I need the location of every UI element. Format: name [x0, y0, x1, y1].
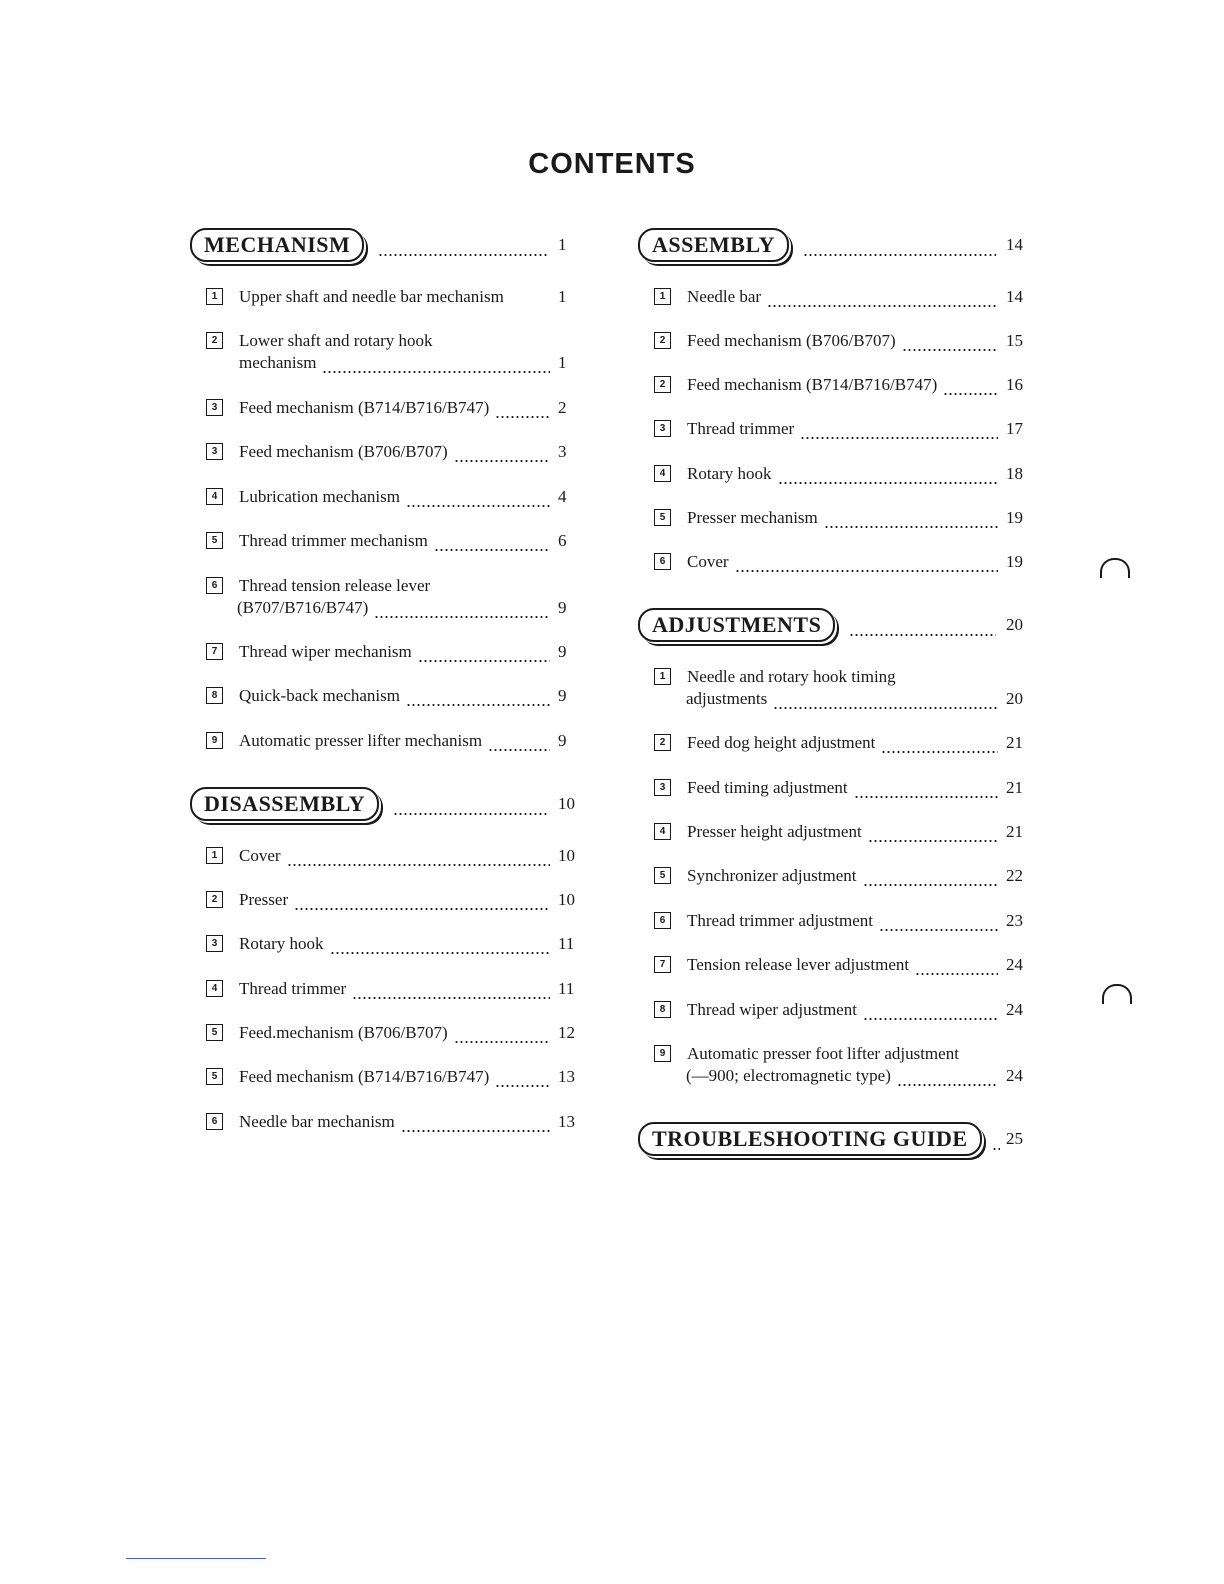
leader-dots — [401, 1130, 550, 1132]
item-number: 7 — [654, 956, 671, 973]
page-number: 24 — [1006, 1000, 1023, 1019]
item-number: 1 — [654, 668, 671, 685]
page-number: 11 — [558, 934, 575, 953]
item-number: 7 — [206, 643, 223, 660]
item-number: 4 — [206, 980, 223, 997]
item-number: 8 — [206, 687, 223, 704]
item-number: 5 — [654, 867, 671, 884]
leader-dots — [854, 796, 998, 798]
entry-title: Thread trimmer — [687, 419, 795, 438]
item-number: 9 — [206, 732, 223, 749]
item-number: 3 — [654, 420, 671, 437]
toc-entry[interactable] — [206, 1065, 592, 1087]
toc-entry[interactable] — [654, 550, 1040, 572]
leader-dots — [863, 1018, 998, 1020]
toc-entry[interactable] — [654, 373, 1040, 395]
item-number: 3 — [206, 935, 223, 952]
leader-dots — [868, 840, 998, 842]
entry-title-cont: adjustments — [686, 689, 768, 708]
leader-dots — [378, 254, 548, 256]
item-number: 5 — [206, 1068, 223, 1085]
leader-dots — [767, 305, 998, 307]
section-assembly[interactable] — [638, 228, 1040, 262]
leader-dots — [943, 393, 998, 395]
toc-entry[interactable] — [654, 998, 1040, 1020]
page-number: 1 — [558, 353, 567, 372]
entry-title: Cover — [239, 846, 281, 865]
leader-dots — [322, 371, 550, 373]
toc-entry[interactable] — [654, 417, 1040, 439]
page-number: 1 — [558, 235, 567, 254]
leader-dots — [454, 460, 550, 462]
item-number: 8 — [654, 1001, 671, 1018]
page-number: 21 — [1006, 778, 1023, 797]
leader-dots — [294, 908, 550, 910]
page-number: 2 — [558, 398, 567, 417]
leader-dots — [495, 1085, 550, 1087]
page-number: 16 — [1006, 375, 1023, 394]
entry-title-cont: (B707/B716/B747) — [237, 598, 369, 617]
entry-title: Presser height adjustment — [687, 822, 862, 841]
entry-title: Presser — [239, 890, 289, 909]
toc-entry[interactable] — [206, 640, 592, 662]
leader-dots — [902, 349, 998, 351]
page-number: 20 — [1006, 689, 1023, 708]
page-number: 10 — [558, 890, 575, 909]
entry-title-cont: mechanism — [239, 353, 317, 372]
page-number: 22 — [1006, 866, 1023, 885]
leader-dots — [849, 634, 996, 636]
entry-title: Feed mechanism (B714/B716/B747) — [239, 1067, 490, 1086]
entry-title: Thread trimmer — [239, 979, 347, 998]
page-number: 18 — [1006, 464, 1023, 483]
entry-title: Rotary hook — [687, 464, 772, 483]
leader-dots — [879, 929, 998, 931]
item-number: 3 — [654, 779, 671, 796]
entry-title: Needle bar mechanism — [239, 1112, 395, 1131]
page-number: 13 — [558, 1112, 575, 1131]
item-number: 5 — [206, 532, 223, 549]
entry-title: Thread tension release lever — [239, 576, 431, 595]
page-number: 12 — [558, 1023, 575, 1042]
toc-entry[interactable] — [654, 665, 1040, 709]
page-number: 25 — [1006, 1129, 1023, 1148]
leader-dots — [374, 616, 550, 618]
item-number: 2 — [654, 332, 671, 349]
entry-title: Feed mechanism (B706/B707) — [239, 442, 448, 461]
item-number: 3 — [206, 443, 223, 460]
toc-entry[interactable] — [206, 844, 592, 866]
entry-title: Feed mechanism (B706/B707) — [687, 331, 896, 350]
section-disassembly[interactable] — [190, 787, 592, 821]
section-troubleshooting[interactable] — [638, 1122, 1040, 1156]
leader-dots — [992, 1148, 1000, 1150]
page-number: 24 — [1006, 1066, 1023, 1085]
toc-entry[interactable] — [206, 396, 592, 418]
page-number: 9 — [558, 642, 567, 661]
item-number: 6 — [654, 912, 671, 929]
toc-entry[interactable] — [654, 820, 1040, 842]
item-number: 6 — [206, 1113, 223, 1130]
page-number: 19 — [1006, 552, 1023, 571]
entry-title: Lubrication mechanism — [239, 487, 400, 506]
entry-title: Lower shaft and rotary hook — [239, 331, 433, 350]
toc-entry[interactable] — [654, 776, 1040, 798]
page-number: 21 — [1006, 733, 1023, 752]
item-number: 1 — [206, 288, 223, 305]
toc-entry[interactable] — [206, 1110, 592, 1132]
toc-entry[interactable] — [654, 909, 1040, 931]
leader-dots — [778, 482, 998, 484]
toc-entry[interactable] — [654, 731, 1040, 753]
entry-title: Tension release lever adjustment — [687, 955, 910, 974]
item-number: 5 — [654, 509, 671, 526]
toc-entry[interactable] — [206, 977, 592, 999]
page-number: 23 — [1006, 911, 1023, 930]
page-number: 11 — [558, 979, 575, 998]
leader-dots — [800, 437, 998, 439]
toc-entry[interactable] — [206, 329, 592, 373]
leader-dots — [434, 549, 550, 551]
leader-dots — [735, 570, 998, 572]
item-number: 6 — [206, 577, 223, 594]
item-number: 1 — [206, 847, 223, 864]
leader-dots — [418, 660, 550, 662]
page-number: 10 — [558, 846, 575, 865]
toc-entry[interactable] — [206, 729, 592, 751]
page-number: 9 — [558, 686, 567, 705]
toc-entry[interactable] — [206, 932, 592, 954]
binder-hole-mark — [1102, 984, 1132, 1004]
item-number: 9 — [654, 1045, 671, 1062]
page-number: 14 — [1006, 287, 1023, 306]
leader-dots — [454, 1041, 550, 1043]
entry-title: Rotary hook — [239, 934, 324, 953]
entry-title: Automatic presser foot lifter adjustment — [687, 1044, 959, 1063]
toc-entry[interactable] — [654, 462, 1040, 484]
page-number: 21 — [1006, 822, 1023, 841]
entry-title: Needle bar — [687, 287, 762, 306]
item-number: 2 — [206, 332, 223, 349]
entry-title: Needle and rotary hook timing — [687, 667, 896, 686]
entry-title-cont: (—900; electromagnetic type) — [686, 1066, 891, 1085]
page-title: CONTENTS — [528, 148, 696, 180]
entry-title: Cover — [687, 552, 729, 571]
item-number: 2 — [654, 734, 671, 751]
section-mechanism[interactable] — [190, 228, 592, 262]
page-number: 9 — [558, 731, 567, 750]
entry-title: Automatic presser lifter mechanism — [239, 731, 483, 750]
entry-title: Quick-back mechanism — [239, 686, 400, 705]
entry-title: Upper shaft and needle bar mechanism — [239, 287, 504, 306]
leader-dots — [393, 813, 548, 815]
page-number: 6 — [558, 531, 567, 550]
page-number: 4 — [558, 487, 567, 506]
leader-dots — [406, 505, 550, 507]
footer-rule — [126, 1558, 266, 1559]
section-label: ADJUSTMENTS — [638, 608, 835, 642]
item-number: 4 — [654, 465, 671, 482]
leader-dots — [773, 707, 998, 709]
item-number: 6 — [654, 553, 671, 570]
entry-title: Feed dog height adjustment — [687, 733, 876, 752]
entry-title: Thread wiper adjustment — [687, 1000, 857, 1019]
item-number: 1 — [654, 288, 671, 305]
leader-dots — [881, 751, 998, 753]
toc-entry[interactable] — [206, 285, 592, 307]
entry-title: Synchronizer adjustment — [687, 866, 857, 885]
leader-dots — [803, 254, 996, 256]
section-label: ASSEMBLY — [638, 228, 789, 262]
page-number: 19 — [1006, 508, 1023, 527]
item-number: 3 — [206, 399, 223, 416]
leader-dots — [488, 749, 550, 751]
page-number: 3 — [558, 442, 567, 461]
leader-dots — [287, 864, 550, 866]
leader-dots — [495, 416, 550, 418]
page-number: 13 — [558, 1067, 575, 1086]
item-number: 2 — [654, 376, 671, 393]
leader-dots — [352, 997, 550, 999]
leader-dots — [863, 884, 999, 886]
toc-entry[interactable] — [206, 574, 592, 618]
section-label: TROUBLESHOOTING GUIDE — [638, 1122, 982, 1156]
leader-dots — [897, 1084, 998, 1086]
section-label: MECHANISM — [190, 228, 364, 262]
leader-dots — [824, 526, 998, 528]
toc-entry[interactable] — [654, 285, 1040, 307]
entry-title: Thread trimmer adjustment — [687, 911, 873, 930]
page-number: 15 — [1006, 331, 1023, 350]
item-number: 4 — [654, 823, 671, 840]
leader-dots — [915, 973, 998, 975]
toc-entry[interactable] — [654, 506, 1040, 528]
toc-entry[interactable] — [206, 684, 592, 706]
page-number: 9 — [558, 598, 567, 617]
toc-entry[interactable] — [654, 329, 1040, 351]
item-number: 2 — [206, 891, 223, 908]
toc-entry[interactable] — [654, 1042, 1040, 1086]
binder-hole-mark — [1100, 558, 1130, 578]
item-number: 4 — [206, 488, 223, 505]
entry-title: Feed mechanism (B714/B716/B747) — [687, 375, 938, 394]
section-adjustments[interactable] — [638, 608, 1040, 642]
toc-entry[interactable] — [206, 440, 592, 462]
entry-title: Feed.mechanism (B706/B707) — [239, 1023, 448, 1042]
section-label: DISASSEMBLY — [190, 787, 379, 821]
entry-title: Thread wiper mechanism — [239, 642, 412, 661]
entry-title: Feed mechanism (B714/B716/B747) — [239, 398, 490, 417]
page-number: 1 — [558, 287, 567, 306]
toc-entry[interactable] — [654, 864, 1040, 886]
toc-entry[interactable] — [206, 529, 592, 551]
toc-entry[interactable] — [654, 953, 1040, 975]
toc-entry[interactable] — [206, 888, 592, 910]
leader-dots — [330, 952, 550, 954]
page-number: 14 — [1006, 235, 1023, 254]
entry-title: Thread trimmer mechanism — [239, 531, 428, 550]
page-number: 17 — [1006, 419, 1023, 438]
entry-title: Feed timing adjustment — [687, 778, 848, 797]
page-number: 10 — [558, 794, 575, 813]
leader-dots — [406, 704, 550, 706]
item-number: 5 — [206, 1024, 223, 1041]
entry-title: Presser mechanism — [687, 508, 818, 527]
toc-entry[interactable] — [206, 1021, 592, 1043]
page-number: 24 — [1006, 955, 1023, 974]
page-number: 20 — [1006, 615, 1023, 634]
toc-entry[interactable] — [206, 485, 592, 507]
